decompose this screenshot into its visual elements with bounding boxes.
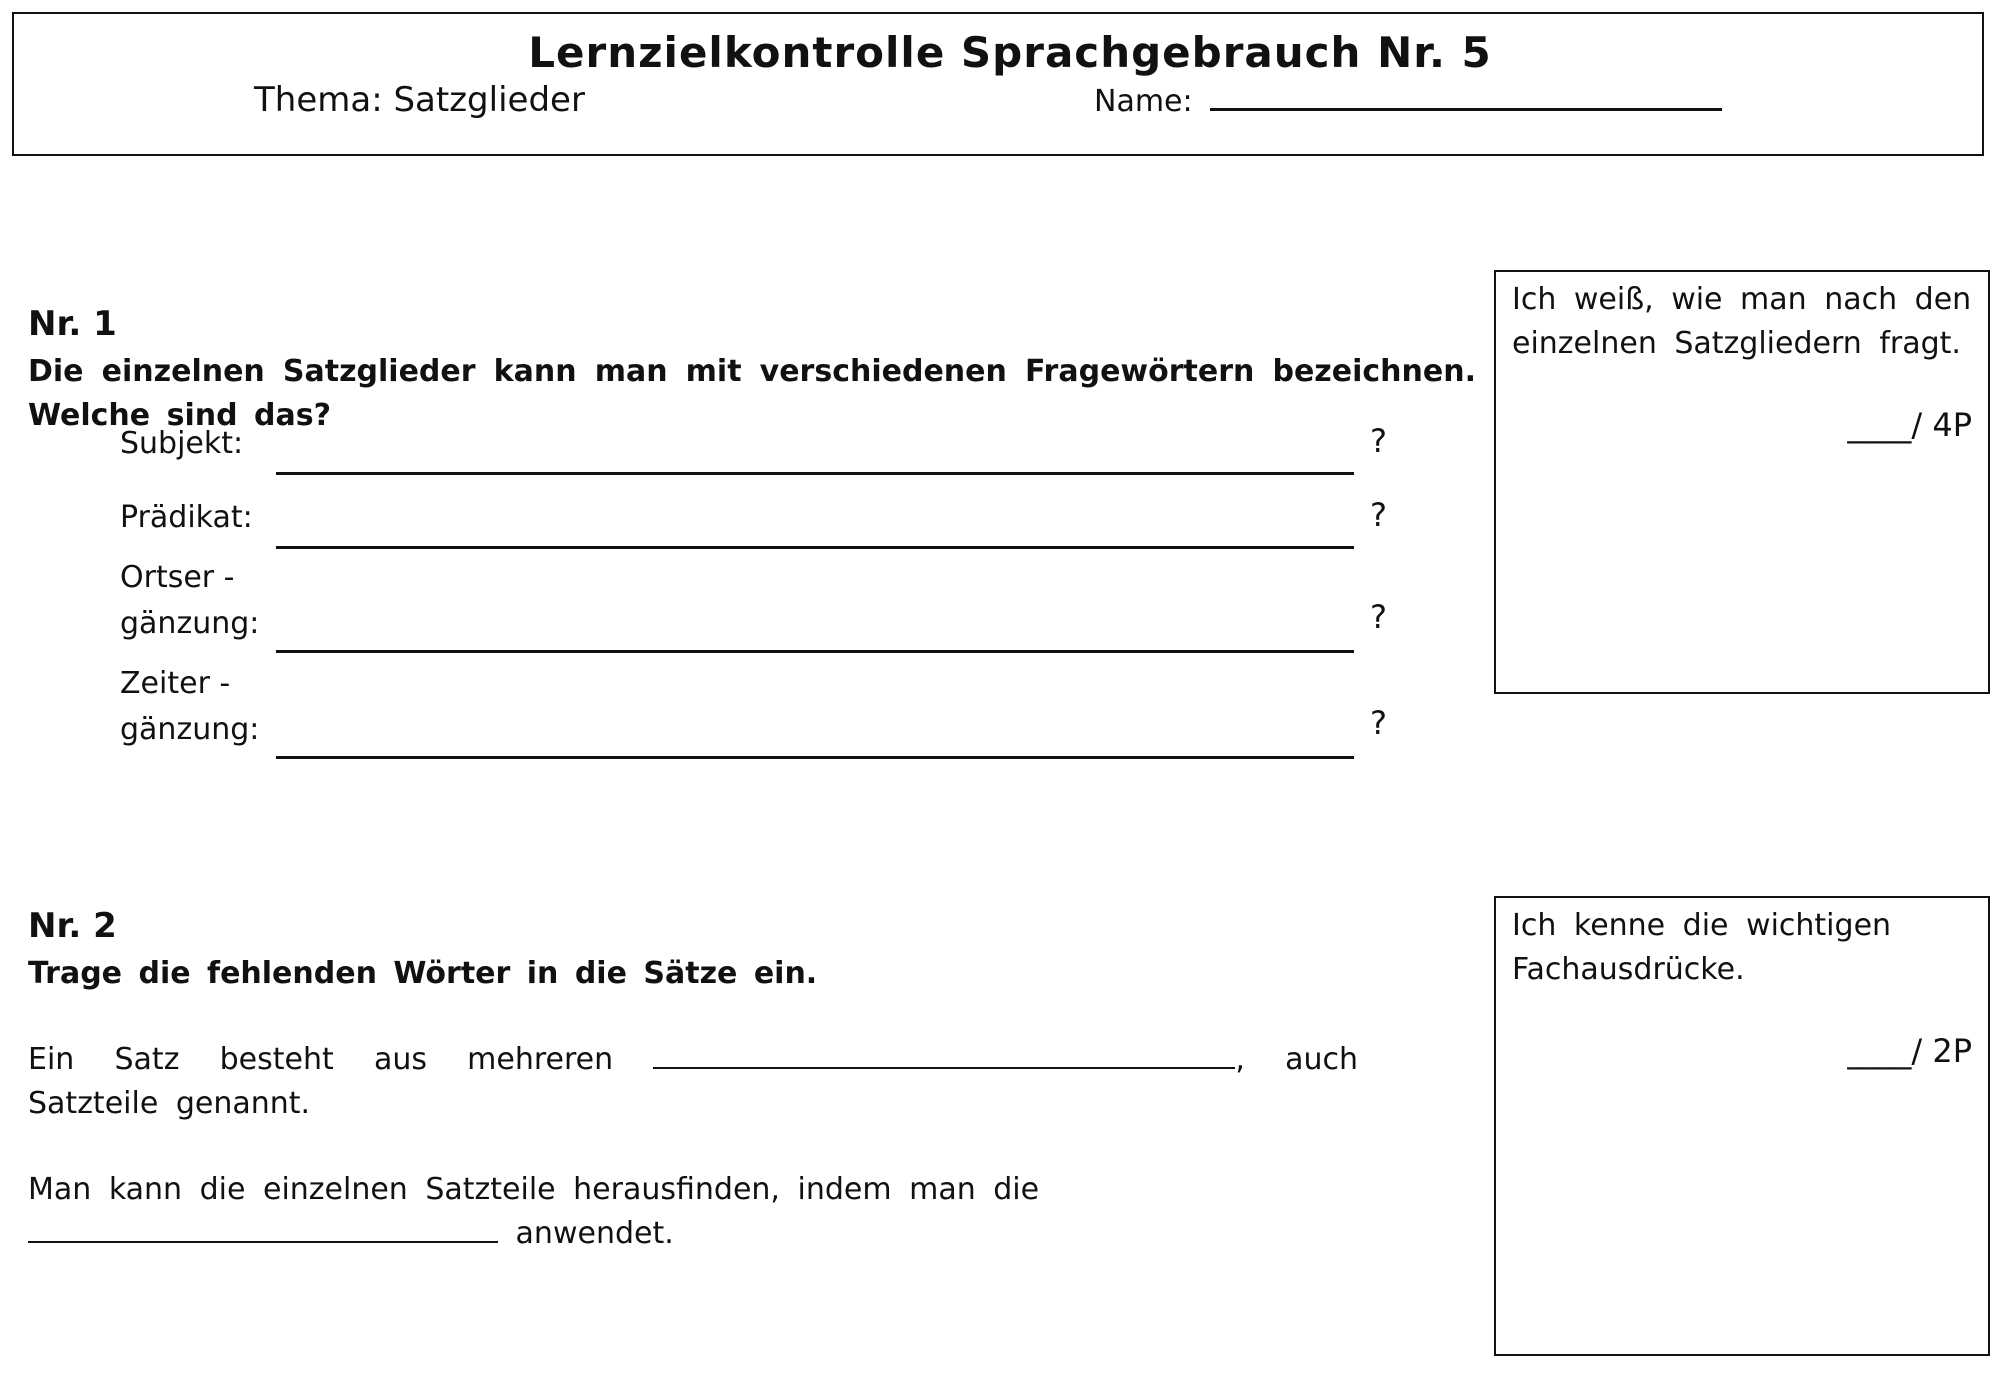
answer-line-subjekt[interactable] [276,472,1354,475]
row-label-subjekt: Subjekt: [120,426,244,461]
row-label-ortsergaenzung-1: Ortser - [120,560,235,595]
blank-field-2[interactable] [28,1240,498,1243]
blank-field-1[interactable] [653,1066,1235,1069]
cloze-sentence-2-part2: anwendet. [515,1216,674,1251]
row-label-ortsergaenzung-2: gänzung: [120,606,260,641]
row-label-zeitergaenzung-2: gänzung: [120,712,260,747]
points-task2: ____/ 2P [1847,1032,1972,1070]
task2-number: Nr. 2 [28,906,117,946]
task2-instruction: Trage die fehlenden Wörter in die Sätze ein. [28,956,818,991]
question-mark: ? [1370,704,1387,742]
assessment-text-task1: Ich weiß, wie man nach den einzelnen Satzgliedern fragt. [1512,282,1972,361]
question-mark: ? [1370,496,1387,534]
topic-label: Thema: Satzglieder [254,80,585,120]
answer-line-ortsergaenzung[interactable] [276,650,1354,653]
worksheet-title: Lernzielkontrolle Sprachgebrauch Nr. 5 [528,28,1492,77]
cloze-sentence-2-line2 [28,1212,928,1256]
points-task1: ____/ 4P [1847,406,1972,444]
question-mark: ? [1370,422,1387,460]
assessment-text-task2: Ich kenne die wichtigen Fachausdrücke. [1512,908,1892,987]
name-label: Name: [1094,84,1193,119]
cloze-sentence-1 [28,1038,1358,1126]
answer-line-zeitergaenzung[interactable] [276,756,1354,759]
answer-line-praedikat[interactable] [276,546,1354,549]
question-mark: ? [1370,598,1387,636]
row-label-praedikat: Prädikat: [120,500,253,535]
task1-instruction: Die einzelnen Satzglieder kann man mit verschiedenen Fragewörtern bezeichnen. Welche sind das? [28,354,1476,433]
row-label-zeitergaenzung-1: Zeiter - [120,666,231,701]
name-field[interactable] [1210,108,1722,111]
cloze-sentence-2-line1: Man kann die einzelnen Satzteile herausfinden, indem man die [28,1172,1040,1207]
cloze-sentence-1-part2: , auch Satzteile genannt. [28,1042,1358,1121]
cloze-sentence-1-part1: Ein Satz besteht aus mehreren [28,1042,614,1077]
task1-number: Nr. 1 [28,304,117,344]
